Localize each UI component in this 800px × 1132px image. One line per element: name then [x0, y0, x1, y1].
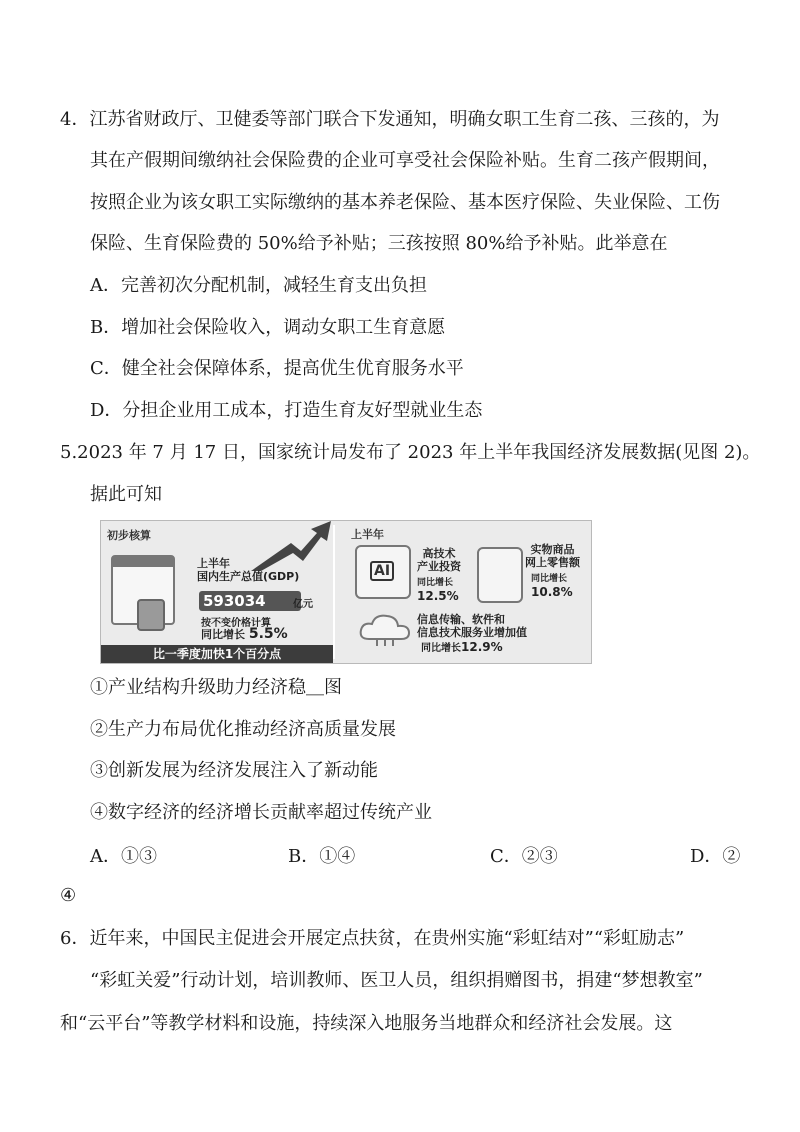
preliminary-tag: 初步核算: [107, 529, 151, 542]
info-services-label: 信息传输、软件和 信息技术服务业增加值: [417, 613, 527, 639]
q4-option-c[interactable]: C．健全社会保障体系，提高优生优育服务水平: [90, 358, 464, 379]
online-retail-label: 实物商品 网上零售额: [525, 543, 580, 569]
half-year-tag: 上半年: [351, 528, 384, 541]
coins-icon: [137, 599, 165, 631]
q4-stem-line-4: 保险、生育保险费的 50%给予补贴；三孩按照 80%给予补贴。此举意在: [90, 233, 668, 254]
q5-choice-a[interactable]: A．①③: [90, 846, 157, 867]
gdp-growth: 同比增长 5.5%: [201, 626, 288, 642]
q5-statement-3: ③创新发展为经济发展注入了新动能: [90, 760, 378, 781]
quarter-comparison-bar: 比一季度加快1个百分点: [101, 645, 333, 663]
ai-chip-icon: AI: [355, 545, 411, 599]
gdp-note: 按不变价格计算: [201, 618, 271, 629]
q4-stem-line-3: 按照企业为该女职工实际缴纳的基本养老保险、基本医疗保险、失业保险、工伤: [90, 192, 720, 213]
q5-statement-1: ①产业结构升级助力经济稳＿图: [90, 677, 342, 698]
economic-data-figure: [100, 520, 592, 664]
gdp-panel: [101, 521, 333, 663]
retail-growth: 同比增长 10.8%: [531, 574, 573, 599]
info-services-growth: 同比增长12.9%: [421, 640, 503, 654]
figure-divider: [333, 525, 335, 659]
q5-stem-line-1: 5.2023 年 7 月 17 日，国家统计局发布了 2023 年上半年我国经济发展数据(见图 2)。: [60, 442, 761, 463]
q6-stem-line-2: “彩虹关爱”行动计划，培训教师、医卫人员，组织捐赠图书，捐建“梦想教室”: [90, 970, 703, 991]
q6-stem-line-1: 6．近年来，中国民主促进会开展定点扶贫，在贵州实施“彩虹结对”“彩虹励志”: [60, 928, 685, 949]
q5-choice-b[interactable]: B．①④: [288, 846, 356, 867]
hitech-growth: 同比增长 12.5%: [417, 578, 459, 603]
gdp-value: 593034: [199, 591, 301, 611]
q5-choice-c[interactable]: C．②③: [490, 846, 558, 867]
q6-stem-line-3: 和“云平台”等教学材料和设施，持续深入地服务当地群众和经济社会发展。这: [60, 1013, 673, 1034]
q5-choice-d[interactable]: D．②: [690, 846, 741, 867]
cloud-icon: [357, 611, 413, 647]
q5-statement-2: ②生产力布局优化推动经济高质量发展: [90, 719, 396, 740]
q4-stem-line-1: 4．江苏省财政厅、卫健委等部门联合下发通知，明确女职工生育二孩、三孩的，为: [60, 109, 720, 130]
q4-stem-line-2: 其在产假期间缴纳社会保险费的企业可享受社会保险补贴。生育二孩产假期间，: [90, 150, 720, 171]
q5-choice-d-wrap: ④: [60, 885, 77, 906]
q5-statement-4: ④数字经济的经济增长贡献率超过传统产业: [90, 802, 432, 823]
q5-choices: [90, 842, 750, 866]
q4-option-a[interactable]: A．完善初次分配机制，减轻生育支出负担: [90, 275, 427, 296]
hitech-investment-label: 高技术 产业投资: [417, 547, 461, 573]
gdp-unit: 亿元: [293, 599, 313, 610]
shopping-phone-icon: [477, 547, 523, 603]
q4-option-d[interactable]: D．分担企业用工成本，打造生育友好型就业生态: [90, 400, 483, 421]
q5-stem-line-2: 据此可知: [90, 484, 162, 505]
q4-option-b[interactable]: B．增加社会保险收入，调动女职工生育意愿: [90, 317, 446, 338]
gdp-label: 上半年 国内生产总值(GDP): [197, 557, 300, 583]
